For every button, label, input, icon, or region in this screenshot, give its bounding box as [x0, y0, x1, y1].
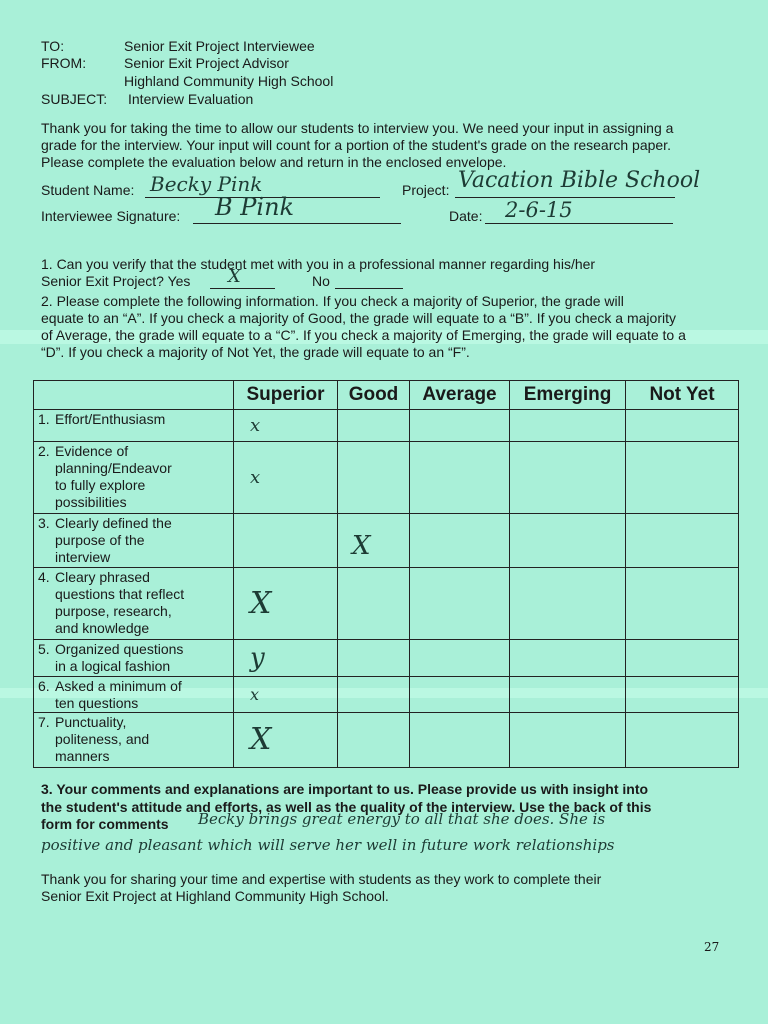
table-row [34, 713, 739, 768]
rating-cell-average[interactable] [410, 568, 510, 640]
question2-line: 2. Please complete the following information. If you check a majority of Superior, the grade will [41, 293, 624, 309]
criterion-label-line: Asked a minimum of [55, 678, 182, 694]
rating-cell-good[interactable] [338, 640, 410, 677]
criterion-label [55, 641, 183, 675]
criterion-label-line: Cleary phrased [55, 569, 150, 585]
criterion-label-line: Effort/Enthusiasm [55, 411, 166, 427]
rating-cell-superior[interactable] [234, 410, 338, 442]
from-value: Senior Exit Project Advisor [124, 55, 289, 71]
criterion-label [55, 678, 182, 712]
closing-line: Senior Exit Project at Highland Community High School. [41, 888, 389, 904]
question1-no-label: No [312, 273, 330, 289]
from-label: FROM: [41, 55, 87, 71]
criterion-label-line: interview [55, 549, 111, 565]
question2-paragraph [41, 293, 686, 361]
criterion-label [55, 714, 149, 765]
rating-cell-emerging[interactable] [510, 713, 626, 768]
criterion-number: 3. [38, 515, 50, 531]
rating-cell-emerging[interactable] [510, 514, 626, 568]
criterion-cell [34, 677, 234, 713]
criterion-label-line: purpose of the [55, 532, 145, 548]
rating-cell-superior[interactable] [234, 568, 338, 640]
criterion-label-line: and knowledge [55, 620, 150, 636]
criterion-number: 1. [38, 411, 50, 427]
rating-cell-superior[interactable] [234, 713, 338, 768]
rating-cell-not-yet[interactable] [626, 442, 739, 514]
rating-cell-good[interactable] [338, 442, 410, 514]
check-mark: x [250, 685, 260, 704]
check-mark: x [250, 415, 261, 436]
question3-line: 3. Your comments and explanations are important to us. Please provide us with insight into [41, 781, 649, 797]
criterion-label-line: questions that reflect [55, 586, 185, 602]
closing-paragraph [41, 871, 601, 905]
criterion-label-line: possibilities [55, 494, 127, 510]
rating-cell-average[interactable] [410, 640, 510, 677]
rating-cell-good[interactable] [338, 568, 410, 640]
criterion-cell [34, 410, 234, 442]
check-mark: X [250, 586, 272, 621]
intro-paragraph [41, 120, 673, 171]
project-value[interactable]: Vacation Bible School [458, 168, 701, 193]
rating-cell-good[interactable] [338, 410, 410, 442]
criterion-cell [34, 568, 234, 640]
question3-line: the student's attitude and efforts, as well as the quality of the interview. Use the back of this [41, 799, 652, 815]
rating-cell-superior[interactable] [234, 640, 338, 677]
intro-line: Please complete the evaluation below and return in the enclosed envelope. [41, 154, 507, 170]
date-line [485, 223, 673, 224]
table-row [34, 410, 739, 442]
rating-cell-good[interactable] [338, 514, 410, 568]
rating-cell-not-yet[interactable] [626, 713, 739, 768]
rating-cell-average[interactable] [410, 514, 510, 568]
intro-line: grade for the interview. Your input will count for a portion of the student's grade on the research paper. [41, 137, 671, 153]
to-label: TO: [41, 38, 65, 54]
rating-cell-good[interactable] [338, 713, 410, 768]
rating-cell-average[interactable] [410, 713, 510, 768]
closing-line: Thank you for sharing your time and expertise with students as they work to complete their [41, 871, 602, 887]
evaluation-table [33, 380, 739, 768]
column-header-good: Good [338, 381, 410, 410]
rating-cell-superior[interactable] [234, 677, 338, 713]
rating-cell-emerging[interactable] [510, 640, 626, 677]
question1-yes-label: Senior Exit Project? Yes [41, 273, 191, 289]
criterion-number: 6. [38, 678, 50, 694]
criterion-label-line: to fully explore [55, 477, 146, 493]
criterion-label-line: Organized questions [55, 641, 184, 657]
table-row [34, 677, 739, 713]
criterion-label-line: ten questions [55, 695, 139, 711]
rating-cell-superior[interactable] [234, 514, 338, 568]
yes-mark[interactable]: X [228, 266, 241, 287]
criterion-label-line: in a logical fashion [55, 658, 171, 674]
signature-line [193, 223, 401, 224]
subject-value: Interview Evaluation [128, 91, 254, 107]
question2-line: equate to an “A”. If you check a majority of Good, the grade will equate to a “B”. If you check a majority [41, 310, 676, 326]
to-value: Senior Exit Project Interviewee [124, 38, 315, 54]
rating-cell-average[interactable] [410, 442, 510, 514]
table-header-row [34, 381, 739, 410]
rating-cell-emerging[interactable] [510, 410, 626, 442]
column-header-average: Average [410, 381, 510, 410]
table-row [34, 640, 739, 677]
criterion-cell [34, 442, 234, 514]
criterion-label-line: Punctuality, [55, 714, 127, 730]
criterion-label-line: Clearly defined the [55, 515, 172, 531]
student-name-value[interactable]: Becky Pink [150, 172, 263, 196]
criterion-number: 7. [38, 714, 50, 730]
rating-cell-average[interactable] [410, 410, 510, 442]
column-header-emerging: Emerging [510, 381, 626, 410]
date-label: Date: [449, 208, 483, 224]
student-name-label: Student Name: [41, 182, 135, 198]
signature-label: Interviewee Signature: [41, 208, 181, 224]
criterion-label [55, 443, 172, 511]
comment-line-1[interactable]: Becky brings great energy to all that she does. She is [198, 810, 606, 828]
from-school: Highland Community High School [124, 73, 334, 89]
rating-cell-not-yet[interactable] [626, 410, 739, 442]
criterion-label-line: manners [55, 748, 110, 764]
check-mark: x [250, 467, 261, 488]
criterion-cell [34, 713, 234, 768]
rating-cell-emerging[interactable] [510, 677, 626, 713]
criterion-label-line: planning/Endeavor [55, 460, 172, 476]
criterion-label [55, 515, 172, 566]
table-row [34, 568, 739, 640]
criterion-number: 4. [38, 569, 50, 585]
question3-line: form for comments [41, 816, 169, 832]
question1-text: 1. Can you verify that the student met with you in a professional manner regarding his/her [41, 256, 596, 272]
criterion-label-line: politeness, and [55, 731, 150, 747]
page-number: 27 [704, 940, 720, 954]
column-header-superior: Superior [234, 381, 338, 410]
subject-label: SUBJECT: [41, 91, 108, 107]
rating-cell-not-yet[interactable] [626, 514, 739, 568]
rating-cell-average[interactable] [410, 677, 510, 713]
criterion-number: 5. [38, 641, 50, 657]
question2-line: “D”. If you check a majority of Not Yet, the grade will equate to an “F”. [41, 344, 470, 360]
table-row [34, 514, 739, 568]
criterion-label-line: purpose, research, [55, 603, 172, 619]
question2-line: of Average, the grade will equate to a “C”. If you check a majority of Emerging, the grade will equate to a [41, 327, 686, 343]
date-value[interactable]: 2-6-15 [505, 198, 573, 222]
intro-line: Thank you for taking the time to allow our students to interview you. We need your input in assigning a [41, 120, 674, 136]
criterion-label [55, 569, 184, 637]
check-mark: X [352, 531, 371, 561]
rating-cell-not-yet[interactable] [626, 640, 739, 677]
comment-line-2[interactable]: positive and pleasant which will serve her well in future work relationships [41, 836, 615, 854]
check-mark: y [250, 643, 265, 673]
criterion-label [55, 411, 165, 428]
rating-cell-good[interactable] [338, 677, 410, 713]
check-mark: X [250, 722, 272, 757]
rating-cell-emerging[interactable] [510, 442, 626, 514]
rating-cell-emerging[interactable] [510, 568, 626, 640]
rating-cell-superior[interactable] [234, 442, 338, 514]
rating-cell-not-yet[interactable] [626, 677, 739, 713]
rating-cell-not-yet[interactable] [626, 568, 739, 640]
criterion-label-line: Evidence of [55, 443, 129, 459]
signature-value[interactable]: B Pink [215, 193, 295, 221]
criterion-number: 2. [38, 443, 50, 459]
criterion-cell [34, 514, 234, 568]
no-line[interactable] [335, 288, 403, 289]
column-header-not-yet: Not Yet [626, 381, 739, 410]
criteria-header [34, 381, 234, 410]
criterion-cell [34, 640, 234, 677]
table-row [34, 442, 739, 514]
yes-line [210, 288, 275, 289]
project-label: Project: [402, 182, 450, 198]
